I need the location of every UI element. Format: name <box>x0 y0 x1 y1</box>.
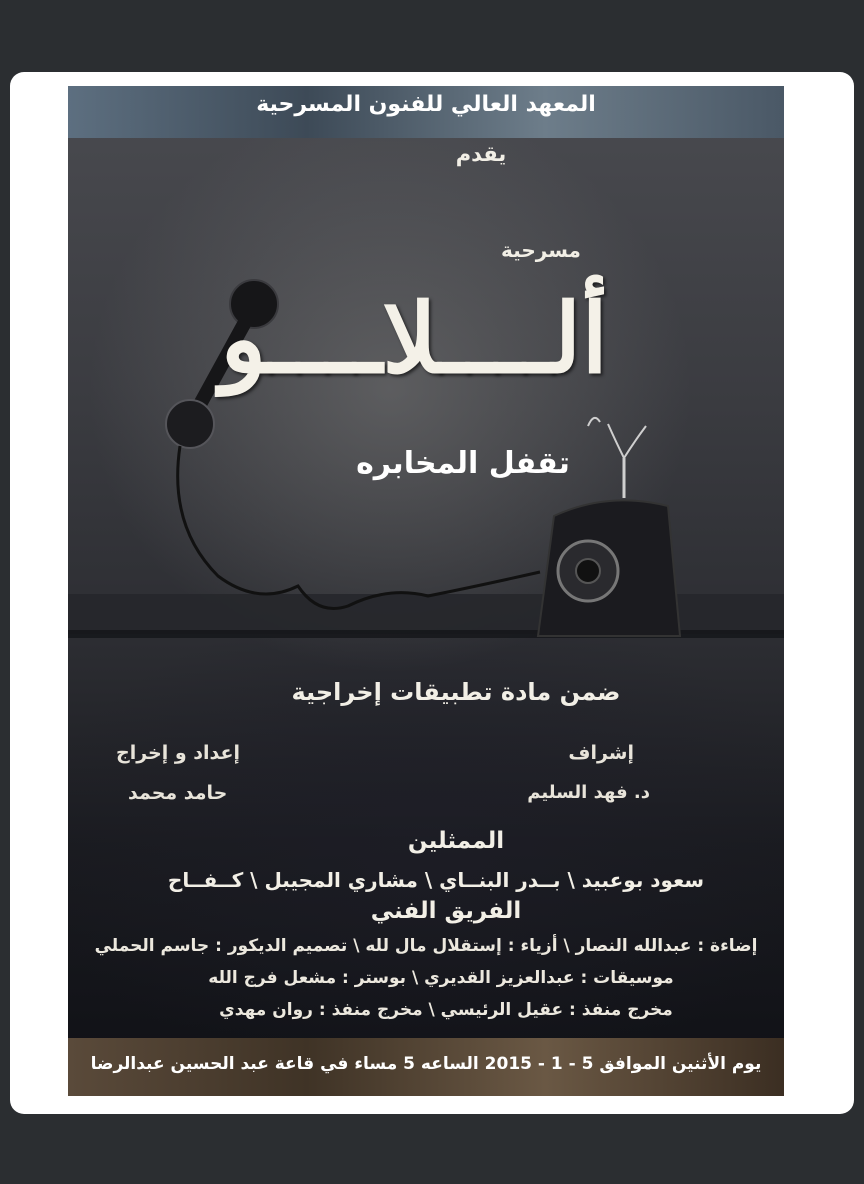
cradle-hooks <box>608 424 646 458</box>
course-line: ضمن مادة تطبيقات إخراجية <box>291 678 621 706</box>
cast-heading: الممثلين <box>407 828 505 854</box>
crew-line: إضاءة : عبدالله النصار \ أزياء : إستقلال مال لله \ تصميم الديكور : جاسم الحملي <box>94 936 758 956</box>
crew-line: مخرج منفذ : عقيل الرئيسي \ مخرج منفذ : روان مهدي <box>219 1000 673 1020</box>
director-name: حامد محمد <box>128 782 228 804</box>
play-title: ألــــلاــــو <box>220 282 608 395</box>
date-venue-line: يوم الأثنين الموافق 5 - 1 - 2015 الساعه 5 مساء في قاعة عبد الحسين عبدالرضا <box>90 1054 762 1074</box>
play-label: مسرحية <box>501 238 581 262</box>
presents-label: يقدم <box>455 142 507 166</box>
crew-heading: الفريق الفني <box>370 898 522 924</box>
preparation-label: إعداد و إخراج <box>116 742 241 764</box>
play-subtitle: تقفل المخابره <box>356 446 570 481</box>
supervisor-name: د. فهد السليم <box>527 782 650 803</box>
crew-line: موسيقات : عبدالعزيز القديري \ بوستر : مشعل فرج الله <box>208 968 674 988</box>
institute-name: المعهد العالي للفنون المسرحية <box>256 92 596 117</box>
theater-poster <box>68 86 784 1096</box>
supervision-label: إشراف <box>568 742 634 764</box>
handset-mouthpiece <box>166 400 214 448</box>
cast-names: سعود بوعبيد \ بــدر البنــاي \ مشاري المجيبل \ كــفــاح <box>167 868 705 892</box>
